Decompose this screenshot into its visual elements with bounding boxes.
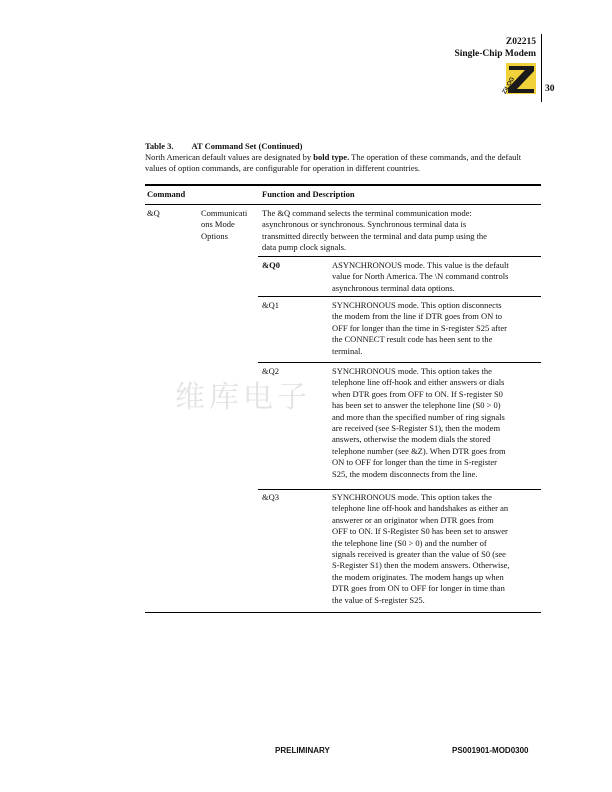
table-title-line [145, 141, 541, 152]
option-line: the value of S-register S25. [332, 594, 425, 605]
option-line: has been set to answer the telephone line (S0 > 0) [332, 400, 501, 411]
option-line: SYNCHRONOUS mode. This option disconnects [332, 300, 502, 310]
note-bold-text: bold type. [313, 152, 350, 162]
option-line: telephone line off-hook and either answers or dials [332, 377, 505, 388]
option-line: the modem from the line if DTR goes from ON to [332, 311, 502, 322]
option-line: SYNCHRONOUS mode. This option takes the [332, 492, 492, 502]
zilog-logo [497, 62, 537, 96]
option-description [332, 300, 541, 357]
header-rule [541, 34, 542, 102]
option-code: &Q2 [262, 366, 279, 376]
option-line: signals received is greater than the value of S0 (see [332, 549, 506, 560]
column-header-command: Command [147, 189, 186, 199]
command-code: &Q [147, 208, 160, 218]
description-line: data pump clock signals. [262, 242, 347, 253]
option-description [332, 260, 541, 294]
option-rule [258, 296, 541, 297]
option-line: asynchronous terminal data options. [332, 282, 455, 293]
table-title: AT Command Set (Continued) [191, 141, 303, 151]
document-title: Single-Chip Modem [454, 49, 536, 59]
option-line: DTR goes from ON to OFF for longer in time than [332, 583, 505, 594]
table-label: Table 3. [145, 141, 174, 151]
command-name-line: ons Mode [201, 219, 235, 230]
option-code: &Q3 [262, 492, 279, 502]
option-line: ASYNCHRONOUS mode. This value is the default [332, 260, 509, 270]
option-code-default: &Q0 [262, 260, 280, 270]
option-line: SYNCHRONOUS mode. This option takes the [332, 366, 492, 376]
running-header [454, 36, 536, 60]
note-text-rest: The operation of these commands, and the default values of option commands, are configurable for operation in different countries. [145, 152, 522, 173]
option-line: OFF for longer than the time in S-register S25 after [332, 322, 507, 333]
command-name [201, 208, 257, 242]
option-line: the modem originates. The modem hangs up when [332, 571, 504, 582]
description-line: transmitted directly between the terminal and data pump using the [262, 230, 487, 241]
option-line: answerer or an originator when DTR goes from [332, 514, 494, 525]
option-line: telephone number (see &Z). When DTR goes from [332, 445, 506, 456]
command-name-line: Communicati [201, 208, 248, 218]
command-description [262, 208, 541, 254]
option-line: ON to OFF for longer than the time in S-register [332, 457, 498, 468]
command-name-line: Options [201, 230, 228, 241]
table-bottom-rule [145, 612, 541, 613]
option-line: the CONNECT result code has been sent to the [332, 334, 493, 345]
option-description [332, 366, 541, 480]
page-number: 30 [545, 84, 555, 94]
option-line: the telephone line (S0 > 0) and the number of [332, 537, 487, 548]
watermark-text: 维库电子 [175, 380, 311, 415]
footer-status: PRELIMINARY [275, 746, 330, 755]
column-header-function: Function and Description [262, 189, 355, 199]
option-description [332, 492, 541, 606]
option-line: S25, the modem disconnects from the line. [332, 468, 478, 479]
description-line: The &Q command selects the terminal communication mode: [262, 208, 472, 218]
footer-document-number: PS001901-MOD0300 [452, 746, 529, 755]
table-top-rule [145, 184, 541, 186]
option-line: are received (see S-Register S1), then the modem [332, 423, 501, 434]
table-caption [145, 141, 541, 174]
option-line: terminal. [332, 345, 363, 356]
note-text: North American default values are designated by [145, 152, 314, 162]
document-id: Z02215 [505, 37, 536, 47]
option-line: and more than the specified number of ring signals [332, 411, 505, 422]
logo-text: ZiLOG [501, 76, 517, 96]
option-code: &Q1 [262, 300, 279, 310]
option-rule [258, 256, 541, 257]
table-header-rule [145, 204, 541, 205]
option-line: when DTR goes from OFF to ON. If S-register S0 [332, 388, 503, 399]
description-line: asynchronous or synchronous. Synchronous terminal data is [262, 219, 467, 230]
option-line: value for North America. The \N command controls [332, 271, 509, 282]
option-line: telephone line off-hook and handshakes as either an [332, 503, 509, 514]
option-line: S-Register S1) then the modem answers. Otherwise, [332, 560, 510, 571]
option-rule [258, 489, 541, 490]
option-line: OFF to ON. If S-Register S0 has been set to answer [332, 526, 508, 537]
option-rule [258, 362, 541, 363]
table-note [145, 152, 541, 174]
option-line: answers, otherwise the modem dials the stored [332, 434, 491, 445]
